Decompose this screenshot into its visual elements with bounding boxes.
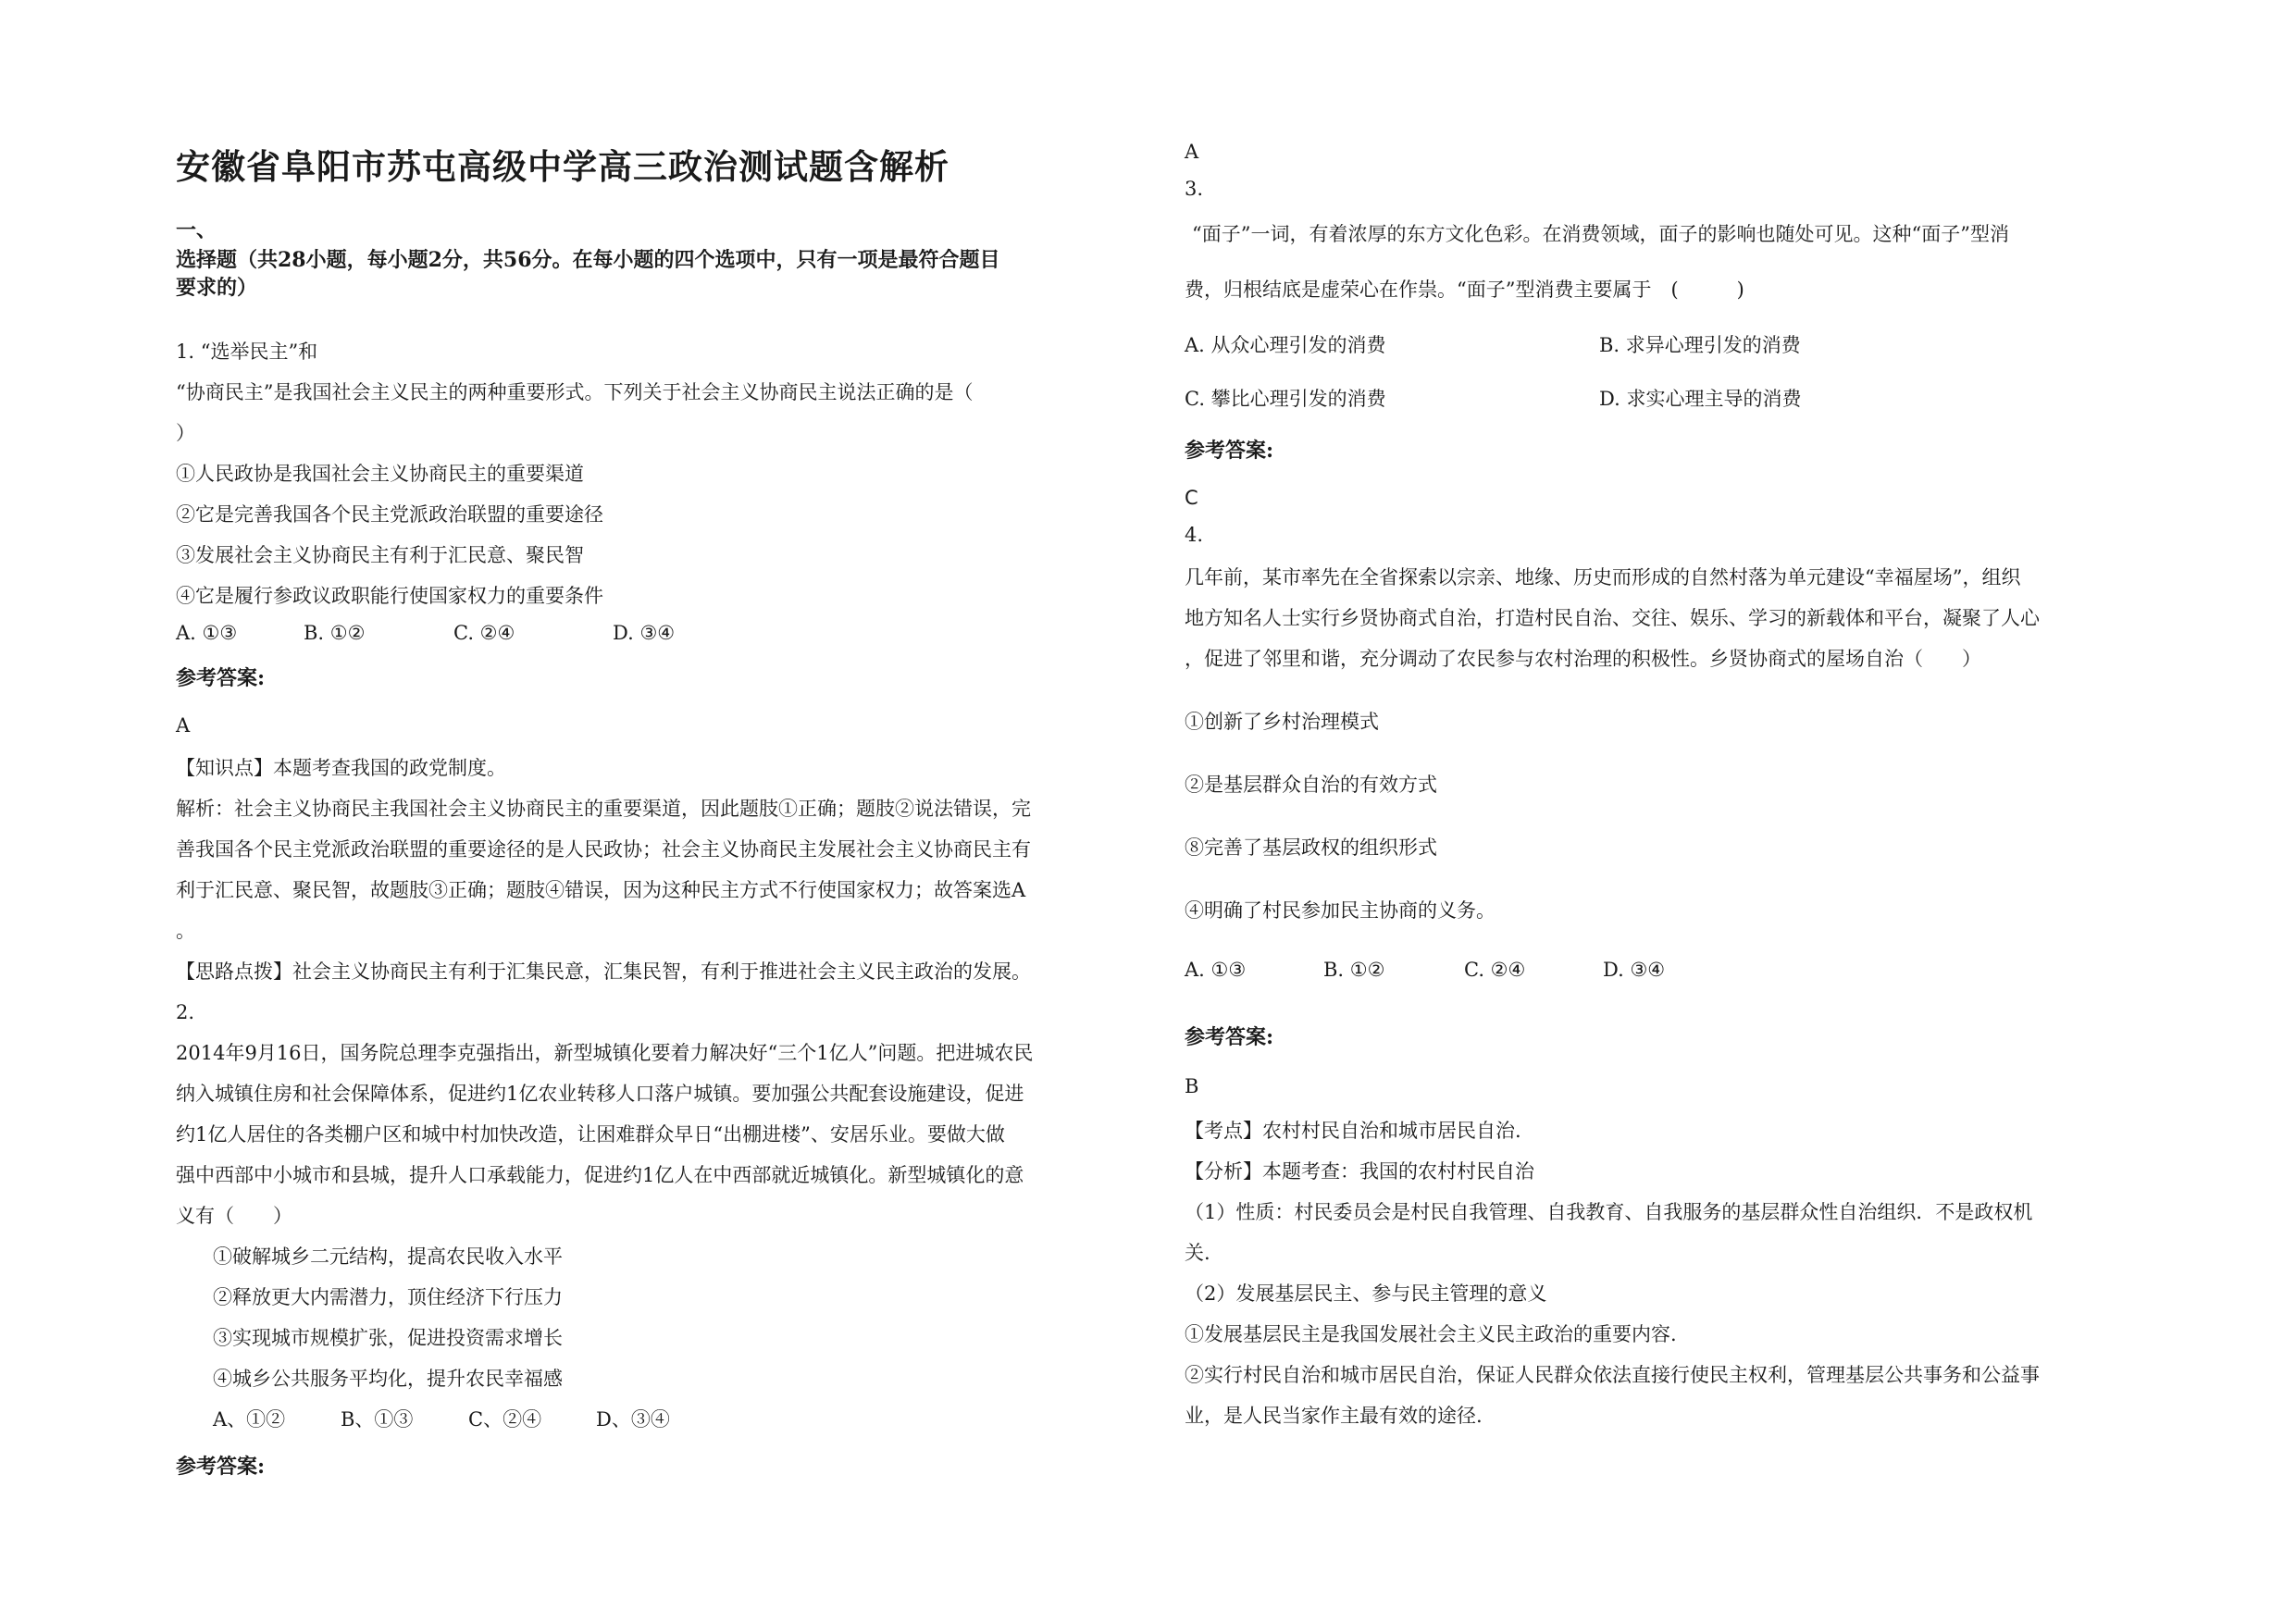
q3-option-b: B. 求异心理引发的消费 <box>1599 334 1801 356</box>
q1-item: ④它是履行参政议政职能行使国家权力的重要条件 <box>176 585 603 607</box>
q2-option-c: C、②④ <box>468 1408 542 1431</box>
q2-options <box>213 1405 670 1432</box>
q3-stem-line2: 费，归根结底是虚荣心在作祟。“面子”型消费主要属于 ( ) <box>1185 279 1744 301</box>
q3-stem-line1: “面子”一词，有着浓厚的东方文化色彩。在消费领域，面子的影响也随处可见。这种“面子”型消 <box>1192 223 2009 245</box>
q2-item: ①破解城乡二元结构，提高农民收入水平 <box>213 1245 563 1268</box>
q4-options <box>1185 959 1665 981</box>
q4-stem-line: ，促进了邻里和谐，充分调动了农民参与农村治理的积极性。乡贤协商式的屋场自治（ ） <box>1185 648 1981 670</box>
q4-item: ②是基层群众自治的有效方式 <box>1185 774 1437 796</box>
q1-analysis-line: 。 <box>176 920 195 942</box>
q4-item: ⑧完善了基层政权的组织形式 <box>1185 836 1437 859</box>
q3-answer: C <box>1185 487 1198 509</box>
q1-option-c: C. ②④ <box>453 622 515 644</box>
q4-explain-line: 关. <box>1185 1242 1210 1264</box>
q1-item: ①人民政协是我国社会主义协商民主的重要渠道 <box>176 463 584 485</box>
q4-stem-line: 几年前，某市率先在全省探索以宗亲、地缘、历史而形成的自然村落为单元建设“幸福屋场”，组织 <box>1185 566 2021 588</box>
q2-stem-line: 约1亿人居住的各类棚户区和城中村加快改造，让困难群众早日“出棚进楼”、安居乐业。要做大做 <box>176 1123 1005 1146</box>
q4-explain-line: ②实行村民自治和城市居民自治，保证人民群众依法直接行使民主权利，管理基层公共事务和公益事 <box>1185 1364 2040 1386</box>
document-title: 安徽省阜阳市苏屯高级中学高三政治测试题含解析 <box>176 146 949 187</box>
q1-knowledge-point: 【知识点】本题考查我国的政党制度。 <box>176 757 506 779</box>
q4-number: 4. <box>1185 524 1204 546</box>
q4-explain-line: ①发展基层民主是我国发展社会主义民主政治的重要内容. <box>1185 1323 1677 1345</box>
q2-answer-label: 参考答案: <box>176 1455 266 1479</box>
q1-analysis-line: 利于汇民意、聚民智，故题肢③正确；题肢④错误，因为这种民主方式不行使国家权力；故答案选A <box>176 879 1026 901</box>
q1-item: ②它是完善我国各个民主党派政治联盟的重要途径 <box>176 503 603 526</box>
q3-answer-label: 参考答案: <box>1185 439 1274 463</box>
q4-answer-label: 参考答案: <box>1185 1025 1274 1049</box>
q2-stem-line: 强中西部中小城市和县城，提升人口承载能力，促进约1亿人在中西部就近城镇化。新型城镇化的意 <box>176 1164 1024 1186</box>
q3-option-d: D. 求实心理主导的消费 <box>1599 388 1802 410</box>
q4-explain-line: （1）性质：村民委员会是村民自我管理、自我教育、自我服务的基层群众性自治组织．不是政权机 <box>1185 1201 2033 1223</box>
q1-option-b: B. ①② <box>304 622 366 644</box>
q2-item: ③实现城市规模扩张，促进投资需求增长 <box>213 1327 563 1349</box>
q2-item: ②释放更大内需潜力，顶住经济下行压力 <box>213 1286 563 1308</box>
q1-stem-line3: ） <box>176 422 195 444</box>
q4-explain-line: （2）发展基层民主、参与民主管理的意义 <box>1185 1282 1547 1305</box>
q4-option-c: C. ②④ <box>1464 959 1526 981</box>
q4-option-d: D. ③④ <box>1603 959 1666 981</box>
q4-kaodian: 【考点】农村村民自治和城市居民自治. <box>1185 1120 1521 1142</box>
section-number: 一、 <box>176 218 217 242</box>
q3-option-c: C. 攀比心理引发的消费 <box>1185 388 1386 410</box>
q4-option-b: B. ①② <box>1323 959 1385 981</box>
q4-stem-line: 地方知名人士实行乡贤协商式自治，打造村民自治、交往、娱乐、学习的新载体和平台，凝聚了人心 <box>1185 607 2040 629</box>
q1-analysis-line: 解析：社会主义协商民主我国社会主义协商民主的重要渠道，因此题肢①正确；题肢②说法错误，完 <box>176 798 1031 820</box>
q4-explain-line: 业，是人民当家作主最有效的途径. <box>1185 1405 1483 1427</box>
q4-option-a: A. ①③ <box>1185 959 1247 981</box>
q4-fenxi: 【分析】本题考查：我国的农村村民自治 <box>1185 1160 1534 1183</box>
q1-option-a: A. ①③ <box>176 622 238 644</box>
q3-number: 3. <box>1185 178 1204 200</box>
q1-answer-label: 参考答案: <box>176 666 266 690</box>
q1-analysis-line: 善我国各个民主党派政治联盟的重要途径的是人民政协；社会主义协商民主发展社会主义协商民主有 <box>176 838 1031 861</box>
q4-item: ④明确了村民参加民主协商的义务。 <box>1185 899 1496 922</box>
q4-answer: B <box>1185 1075 1199 1097</box>
q1-stem-line2: “协商民主”是我国社会主义民主的两种重要形式。下列关于社会主义协商民主说法正确的是（ <box>176 381 974 403</box>
q2-item: ④城乡公共服务平均化，提升农民幸福感 <box>213 1368 563 1390</box>
q4-item: ①创新了乡村治理模式 <box>1185 711 1379 733</box>
q1-answer: A <box>176 714 191 737</box>
q2-stem-line: 纳入城镇住房和社会保障体系，促进约1亿农业转移人口落户城镇。要加强公共配套设施建设，促进 <box>176 1083 1024 1105</box>
section-heading-line2: 要求的） <box>176 276 258 300</box>
q2-stem-line: 义有（ ） <box>176 1205 292 1227</box>
q1-item: ③发展社会主义协商民主有利于汇民意、聚民智 <box>176 544 584 566</box>
q2-option-d: D、③④ <box>596 1408 670 1431</box>
q3-option-a: A. 从众心理引发的消费 <box>1185 334 1386 356</box>
q1-stem-line1: 1. “选举民主”和 <box>176 341 318 363</box>
q1-options <box>176 622 675 644</box>
q2-number: 2. <box>176 1001 195 1023</box>
q1-option-d: D. ③④ <box>613 622 676 644</box>
q2-answer: A <box>1185 141 1199 163</box>
section-heading-line1: 选择题（共28小题，每小题2分，共56分。在每小题的四个选项中，只有一项是最符合题目 <box>176 248 1000 272</box>
q1-hint: 【思路点拨】社会主义协商民主有利于汇集民意，汇集民智，有利于推进社会主义民主政治的发展。 <box>176 960 1031 983</box>
q2-option-b: B、①③ <box>341 1408 414 1431</box>
q2-stem-line: 2014年9月16日，国务院总理李克强指出，新型城镇化要着力解决好“三个1亿人”问题。把进城农民 <box>176 1042 1034 1064</box>
q2-option-a: A、①② <box>213 1408 286 1431</box>
